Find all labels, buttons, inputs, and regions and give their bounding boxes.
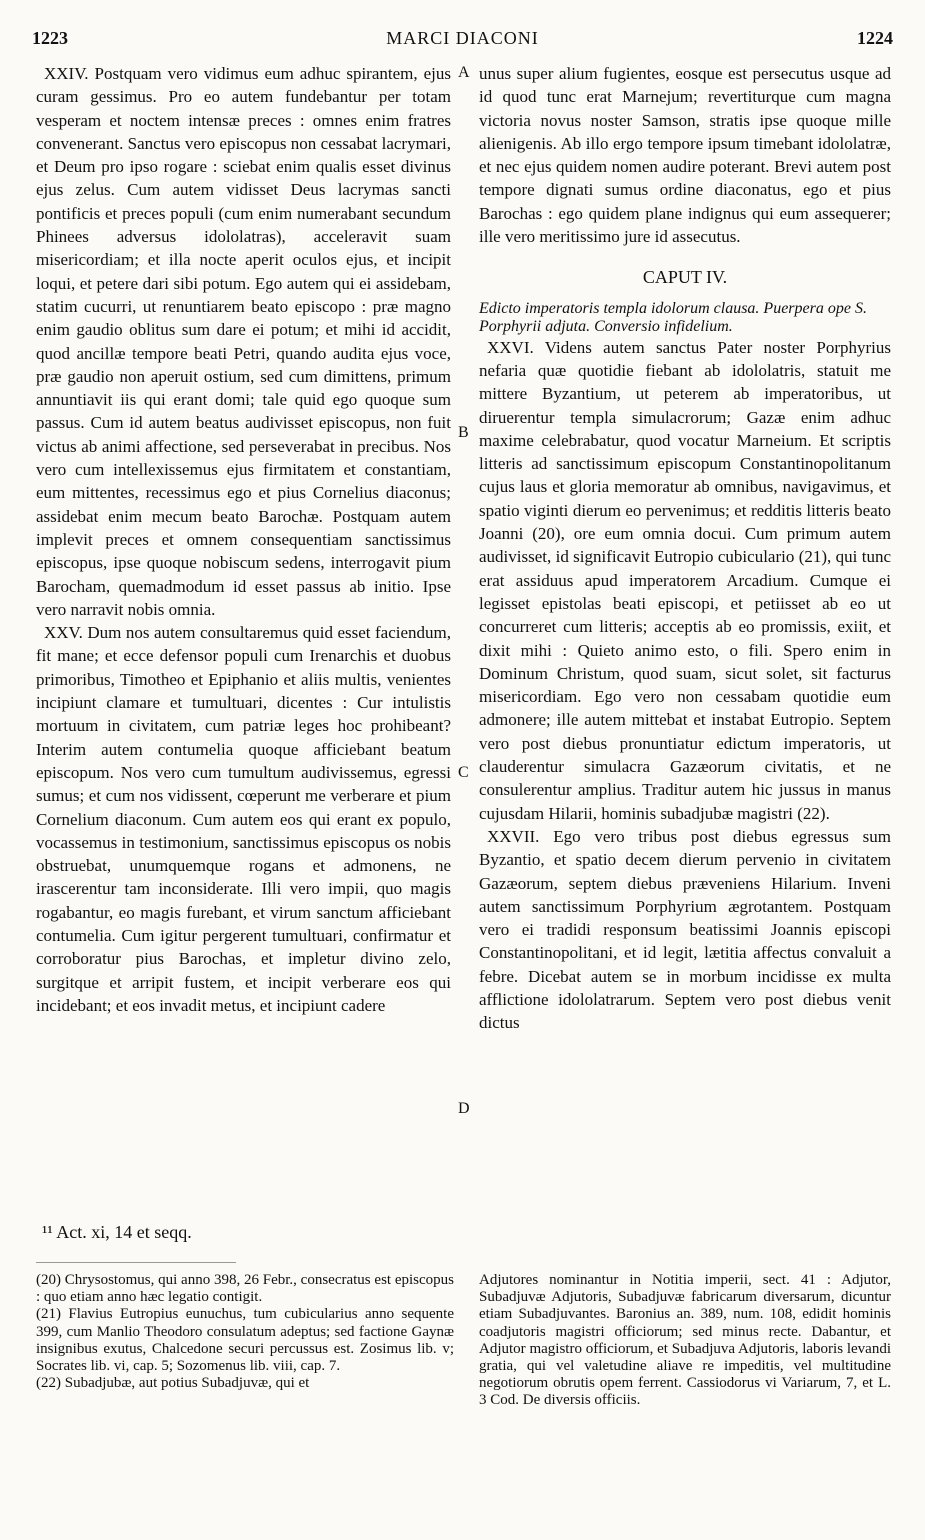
paragraph-xxiv: XXIV. Postquam vero vidimus eum adhuc spirantem, ejus curam gessimus. Pro eo autem fundebantur per totam vesperam et noctem intensæ preces : omnes enim fratres convenerant. Sanctus vero episcopus non cessabat lacrymari, et Deum pro ipso rogare : sciebat enim qualis esset divinus ejus zelus. Cum autem vidisset Deus lacrymas sancti pontificis et preces populi (cum enim numerabant secundum Phinees adversus idololatras), acceleravit suam misericordiam; et illa nocte aperit oculos ejus, et incipit loqui, et petere dari sibi potum. Ego autem qui ei assidebam, statim cucurri, ut renuntiarem beato episcopo : præ magno enim gaudio oblitus sum dare ei potum; et mihi id accidit, quod ancillæ tempore beati Petri, quando audita ejus voce, præ gaudio non aperuit ostium, sed cum dimittens, primum annuntiavit iis qui erant domi; tale quid ego quoque sum passus. Cum id autem beatus audivisset episcopus, non fuit victus ab animi affectione, sed perseverabat in precibus. Nos vero cum intellexissemus ejus firmitatem et constantiam, eum mittentes, recessimus ego et pius Cornelius diaconus; assidebat enim mecum beato Barochæ. Postquam autem implevit preces et omnem consequentiam sanctissimus episcopus, ipse quoque nobiscum sedens, interrogavit pium Barocham, quemadmodum id esset passus ab initio. Ipse vero narravit nobis omnia. xyxy=(36,64,451,619)
left-page-number: 1223 xyxy=(32,28,68,48)
right-column xyxy=(479,62,891,1035)
paragraph-xxvii: XXVII. Ego vero tribus post diebus egressus sum Byzantio, et spatio decem dierum pervenio in civitatem Gazæorum, septem diebus præveniens Hilarium. Inveni autem sanctissimum Porphyrium ægrotantem. Postquam vero ei tradidi responsum beatissimi Joannis episcopi Constantinopolitani, et id legit, lætitia affectus convaluit a febre. Dicebat autem se in morbum incidisse ex multa afflictione idololatrarum. Septem vero post diebus venit dictus xyxy=(479,826,891,1033)
margin-letter-d: D xyxy=(458,1100,470,1117)
note-21: (21) Flavius Eutropius eunuchus, tum cubicularius anno sequente 399, cum Manlio Theodoro consulatum adeptus; sed factione Gaynæ insignibus exutus, Chalcedone securi percussus est. Zosimus lib. v; Socrates lib. vi, cap. 5; Sozomenus lib. viii, cap. 7. xyxy=(36,1306,454,1375)
paragraph-continuation: unus super alium fugientes, eosque est persecutus usque ad id quod tunc erat Marnejum; revertiturque cum magna victoria novus noster Samson, stratis ipse quoque mille alienigenis. Ab illo ergo tempore ipsum timebant idololatræ, et nec ejus quidem nomen audire poterant. Brevi autem post tempore dignati sumus ordine diaconatus, ego et pius Barochas : ego quidem plane indignus qui eum assequerer; ille vero meritissimo jure id assecutus. xyxy=(479,64,891,247)
chapter-heading: CAPUT IV. xyxy=(642,267,728,288)
notes-divider xyxy=(36,1262,236,1263)
chapter-summary: Edicto imperatoris templa idolorum clausa. Puerpera ope S. Porphyrii adjuta. Conversio infidelium. xyxy=(479,299,867,335)
notes-right xyxy=(479,1272,891,1410)
paragraph-xxvi: XXVI. Videns autem sanctus Pater noster Porphyrius nefaria quæ quotidie fiebant ab idololatris, statuit me mittere Byzantium, ut peterem ab imperatoribus, ut diruerentur templa simulacrorum; Gazæ enim adhuc maxime celebrabatur, quod vocatur Marneium. Et scriptis litteris ad sanctissimum episcopum Constantinopolitanum cujus laus et gloria memoratur ab omnibus, navigavimus, et spatio viginti dierum eo pervenimus; et redditis litteris beato Joanni (20), ore eum omnia docui. Cum primum autem audivisset, id significavit Eutropio cubiculario (21), qui tunc erat assiduus apud imperatorem Arcadium. Cumque ei legisset epistolas beati episcopi, et petiisset ab eo ut concurreret cum litteris; acceptis ab eo promissis, exiit, et dixit mihi : Quieto animo esto, o fili. Spero enim in Dominum Christum, quod suam, sicut solet, sit facturus misericordiam. Ego vero non cessabam quotidie eum admonere; ille autem mittebat et instabat Eutropio. Septem vero post diebus pronuntiatur edictum imperatoris, ut clauderentur simulacra Gazæorum civitatis, et ne consulerentur amplius. Traditur autem hic jussus in manus cujusdam Hilarii, hominis subadjubæ magistri (22). xyxy=(479,337,891,823)
page-header xyxy=(32,28,893,54)
right-page-number: 1224 xyxy=(857,28,893,48)
notes-left xyxy=(36,1272,454,1392)
note-22-continued: Adjutores nominantur in Notitia imperii, sect. 41 : Adjutor, Subadjuvæ Adjutoris, Subadjuvæ fabricarum diversarum, dicuntur etiam Subadjuvantes. Baronius an. 389, num. 108, edidit hominis coadjutoris magistri officiorum; sed minus recte. Dabantur, et Adjutor magistro officiorum, et Subadjuva Adjutoris, laboris levandi gratia, qui vel valetudine aliave re impeditis, vel multitudine negotiorum obrutis opem ferrent. Cassiodorus vi Variarum, 7, et L. 3 Cod. De diversis officiis. xyxy=(479,1272,891,1409)
left-column xyxy=(36,62,451,1017)
scripture-footnote: ¹¹ Act. xi, 14 et seqq. xyxy=(42,1222,192,1242)
paragraph-xxv: XXV. Dum nos autem consultaremus quid esset faciendum, fit mane; et ecce defensor populi cum Irenarchis et duobus primoribus, Timotheo et Epiphanio et aliis multis, venientes incipiunt clamare et tumultuari, dicentes : Cur intulistis mortuum in civitatem, cum patriæ leges hoc prohibeant? Interim autem contumelia quoque afficiebant beatum episcopum. Nos vero cum tumultum audivissemus, egressi sumus; et cum nos vidissent, cœperunt me verberare et pium Cornelium diaconum. Cum autem eos qui erant ex populo, vocassemus in testimonium, sanctissimus episcopus os nobis obstruebat, unumquemque rogans et admonens, ne irascerentur tam inconsiderate. Illi vero impii, quo magis rogabantur, eo magis furebant, et virum sanctum afficiebant contumelia. Cum igitur pergerent tumultuari, confirmatur et corroboratur pius Barochas, et impletur divino zelo, surgitque et arripit fustem, et incipit verberare eos qui incidebant; et eos invadit metus, et incipiunt cadere xyxy=(36,623,451,1015)
margin-letter-b: B xyxy=(458,424,469,441)
running-title: MARCI DIACONI xyxy=(386,28,539,48)
margin-letter-a: A xyxy=(458,64,470,81)
margin-letter-c: C xyxy=(458,764,469,781)
note-22: (22) Subadjubæ, aut potius Subadjuvæ, qui et xyxy=(36,1375,310,1392)
note-20: (20) Chrysostomus, qui anno 398, 26 Febr., consecratus est episcopus : quo etiam anno hæc legatio contigit. xyxy=(36,1272,454,1306)
